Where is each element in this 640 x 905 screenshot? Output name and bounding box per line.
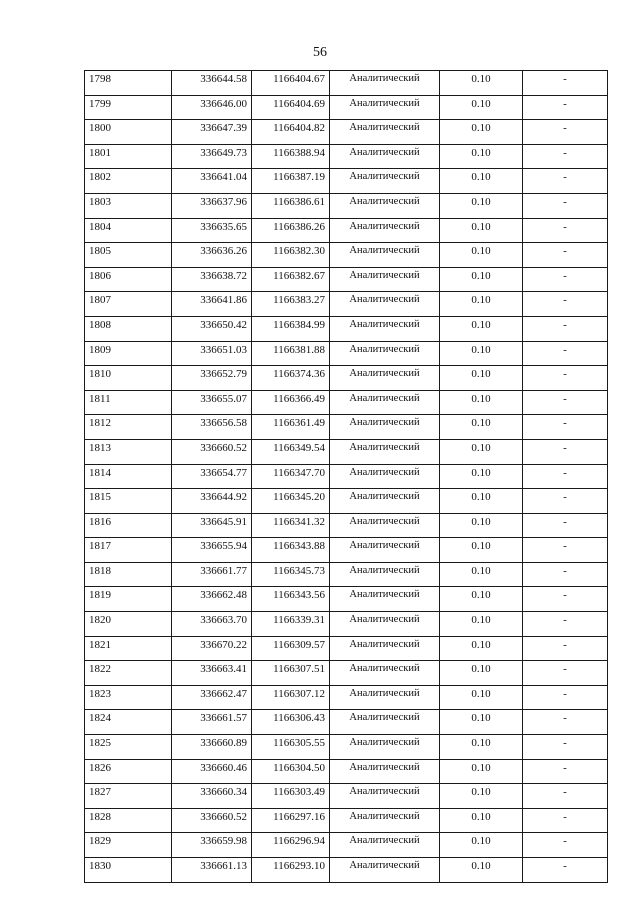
method-cell: Аналитический [330,316,440,341]
table-row [85,95,608,120]
accuracy-cell: 0.10 [440,612,523,637]
table-row [85,759,608,784]
method-cell: Аналитический [330,489,440,514]
accuracy-cell: 0.10 [440,95,523,120]
method-cell: Аналитический [330,439,440,464]
method-cell: Аналитический [330,95,440,120]
note-cell: - [523,415,608,440]
x-coordinate-cell: 336660.52 [172,808,252,833]
accuracy-cell: 0.10 [440,316,523,341]
accuracy-cell: 0.10 [440,218,523,243]
point-number-cell: 1811 [85,390,172,415]
method-cell: Аналитический [330,71,440,96]
y-coordinate-cell: 1166341.32 [252,513,330,538]
accuracy-cell: 0.10 [440,341,523,366]
accuracy-cell: 0.10 [440,858,523,883]
point-number-cell: 1808 [85,316,172,341]
table-row [85,218,608,243]
x-coordinate-cell: 336661.57 [172,710,252,735]
table-row [85,243,608,268]
accuracy-cell: 0.10 [440,439,523,464]
note-cell: - [523,366,608,391]
accuracy-cell: 0.10 [440,562,523,587]
note-cell: - [523,341,608,366]
note-cell: - [523,267,608,292]
x-coordinate-cell: 336659.98 [172,833,252,858]
y-coordinate-cell: 1166384.99 [252,316,330,341]
point-number-cell: 1813 [85,439,172,464]
table-row [85,784,608,809]
point-number-cell: 1817 [85,538,172,563]
table-row [85,415,608,440]
method-cell: Аналитический [330,218,440,243]
note-cell: - [523,858,608,883]
accuracy-cell: 0.10 [440,71,523,96]
table-row [85,366,608,391]
point-number-cell: 1807 [85,292,172,317]
point-number-cell: 1819 [85,587,172,612]
accuracy-cell: 0.10 [440,267,523,292]
table-row [85,513,608,538]
x-coordinate-cell: 336654.77 [172,464,252,489]
point-number-cell: 1806 [85,267,172,292]
point-number-cell: 1799 [85,95,172,120]
note-cell: - [523,636,608,661]
x-coordinate-cell: 336638.72 [172,267,252,292]
accuracy-cell: 0.10 [440,661,523,686]
accuracy-cell: 0.10 [440,636,523,661]
table-row [85,612,608,637]
point-number-cell: 1803 [85,193,172,218]
note-cell: - [523,833,608,858]
y-coordinate-cell: 1166404.67 [252,71,330,96]
table-row [85,710,608,735]
point-number-cell: 1829 [85,833,172,858]
x-coordinate-cell: 336663.70 [172,612,252,637]
point-number-cell: 1810 [85,366,172,391]
method-cell: Аналитический [330,267,440,292]
x-coordinate-cell: 336662.47 [172,685,252,710]
x-coordinate-cell: 336660.89 [172,735,252,760]
table-row [85,562,608,587]
accuracy-cell: 0.10 [440,710,523,735]
note-cell: - [523,489,608,514]
x-coordinate-cell: 336660.46 [172,759,252,784]
accuracy-cell: 0.10 [440,169,523,194]
note-cell: - [523,243,608,268]
x-coordinate-cell: 336656.58 [172,415,252,440]
accuracy-cell: 0.10 [440,808,523,833]
method-cell: Аналитический [330,562,440,587]
x-coordinate-cell: 336662.48 [172,587,252,612]
table-row [85,538,608,563]
note-cell: - [523,144,608,169]
point-number-cell: 1809 [85,341,172,366]
y-coordinate-cell: 1166386.61 [252,193,330,218]
method-cell: Аналитический [330,858,440,883]
method-cell: Аналитический [330,587,440,612]
y-coordinate-cell: 1166343.88 [252,538,330,563]
table-row [85,144,608,169]
note-cell: - [523,735,608,760]
x-coordinate-cell: 336660.34 [172,784,252,809]
point-number-cell: 1825 [85,735,172,760]
table-row [85,316,608,341]
table-row [85,71,608,96]
y-coordinate-cell: 1166343.56 [252,587,330,612]
method-cell: Аналитический [330,685,440,710]
table-row [85,464,608,489]
accuracy-cell: 0.10 [440,120,523,145]
x-coordinate-cell: 336652.79 [172,366,252,391]
point-number-cell: 1801 [85,144,172,169]
point-number-cell: 1812 [85,415,172,440]
method-cell: Аналитический [330,710,440,735]
note-cell: - [523,685,608,710]
note-cell: - [523,759,608,784]
point-number-cell: 1800 [85,120,172,145]
note-cell: - [523,316,608,341]
accuracy-cell: 0.10 [440,784,523,809]
x-coordinate-cell: 336647.39 [172,120,252,145]
point-number-cell: 1820 [85,612,172,637]
note-cell: - [523,710,608,735]
x-coordinate-cell: 336644.92 [172,489,252,514]
x-coordinate-cell: 336645.91 [172,513,252,538]
point-number-cell: 1827 [85,784,172,809]
method-cell: Аналитический [330,735,440,760]
method-cell: Аналитический [330,759,440,784]
method-cell: Аналитический [330,144,440,169]
point-number-cell: 1826 [85,759,172,784]
method-cell: Аналитический [330,833,440,858]
note-cell: - [523,513,608,538]
table-row [85,833,608,858]
coordinates-table [84,70,608,883]
method-cell: Аналитический [330,612,440,637]
accuracy-cell: 0.10 [440,489,523,514]
point-number-cell: 1822 [85,661,172,686]
y-coordinate-cell: 1166345.73 [252,562,330,587]
method-cell: Аналитический [330,636,440,661]
x-coordinate-cell: 336670.22 [172,636,252,661]
x-coordinate-cell: 336636.26 [172,243,252,268]
y-coordinate-cell: 1166381.88 [252,341,330,366]
accuracy-cell: 0.10 [440,538,523,563]
y-coordinate-cell: 1166386.26 [252,218,330,243]
method-cell: Аналитический [330,366,440,391]
method-cell: Аналитический [330,292,440,317]
note-cell: - [523,562,608,587]
y-coordinate-cell: 1166339.31 [252,612,330,637]
accuracy-cell: 0.10 [440,464,523,489]
point-number-cell: 1824 [85,710,172,735]
y-coordinate-cell: 1166306.43 [252,710,330,735]
note-cell: - [523,439,608,464]
point-number-cell: 1802 [85,169,172,194]
y-coordinate-cell: 1166307.12 [252,685,330,710]
method-cell: Аналитический [330,193,440,218]
point-number-cell: 1818 [85,562,172,587]
y-coordinate-cell: 1166349.54 [252,439,330,464]
table-row [85,439,608,464]
x-coordinate-cell: 336649.73 [172,144,252,169]
method-cell: Аналитический [330,808,440,833]
note-cell: - [523,169,608,194]
y-coordinate-cell: 1166345.20 [252,489,330,514]
accuracy-cell: 0.10 [440,390,523,415]
table-row [85,341,608,366]
y-coordinate-cell: 1166387.19 [252,169,330,194]
x-coordinate-cell: 336637.96 [172,193,252,218]
accuracy-cell: 0.10 [440,193,523,218]
accuracy-cell: 0.10 [440,759,523,784]
x-coordinate-cell: 336635.65 [172,218,252,243]
table-row [85,808,608,833]
point-number-cell: 1805 [85,243,172,268]
y-coordinate-cell: 1166296.94 [252,833,330,858]
y-coordinate-cell: 1166297.16 [252,808,330,833]
note-cell: - [523,390,608,415]
x-coordinate-cell: 336661.13 [172,858,252,883]
x-coordinate-cell: 336655.94 [172,538,252,563]
y-coordinate-cell: 1166304.50 [252,759,330,784]
x-coordinate-cell: 336641.04 [172,169,252,194]
note-cell: - [523,808,608,833]
point-number-cell: 1830 [85,858,172,883]
method-cell: Аналитический [330,243,440,268]
y-coordinate-cell: 1166293.10 [252,858,330,883]
note-cell: - [523,464,608,489]
accuracy-cell: 0.10 [440,415,523,440]
method-cell: Аналитический [330,120,440,145]
point-number-cell: 1814 [85,464,172,489]
x-coordinate-cell: 336651.03 [172,341,252,366]
note-cell: - [523,784,608,809]
y-coordinate-cell: 1166388.94 [252,144,330,169]
method-cell: Аналитический [330,784,440,809]
accuracy-cell: 0.10 [440,735,523,760]
table-row [85,169,608,194]
table-row [85,489,608,514]
table-row [85,587,608,612]
note-cell: - [523,218,608,243]
note-cell: - [523,538,608,563]
method-cell: Аналитический [330,169,440,194]
method-cell: Аналитический [330,538,440,563]
y-coordinate-cell: 1166307.51 [252,661,330,686]
note-cell: - [523,292,608,317]
table-row [85,267,608,292]
y-coordinate-cell: 1166383.27 [252,292,330,317]
y-coordinate-cell: 1166309.57 [252,636,330,661]
x-coordinate-cell: 336646.00 [172,95,252,120]
y-coordinate-cell: 1166347.70 [252,464,330,489]
accuracy-cell: 0.10 [440,243,523,268]
x-coordinate-cell: 336660.52 [172,439,252,464]
x-coordinate-cell: 336655.07 [172,390,252,415]
note-cell: - [523,95,608,120]
accuracy-cell: 0.10 [440,144,523,169]
accuracy-cell: 0.10 [440,366,523,391]
note-cell: - [523,661,608,686]
point-number-cell: 1823 [85,685,172,710]
method-cell: Аналитический [330,464,440,489]
y-coordinate-cell: 1166305.55 [252,735,330,760]
y-coordinate-cell: 1166366.49 [252,390,330,415]
x-coordinate-cell: 336641.86 [172,292,252,317]
y-coordinate-cell: 1166382.30 [252,243,330,268]
table-row [85,685,608,710]
method-cell: Аналитический [330,390,440,415]
point-number-cell: 1828 [85,808,172,833]
accuracy-cell: 0.10 [440,292,523,317]
method-cell: Аналитический [330,415,440,440]
point-number-cell: 1815 [85,489,172,514]
table-row [85,661,608,686]
page-number: 56 [313,45,327,60]
accuracy-cell: 0.10 [440,685,523,710]
table-row [85,292,608,317]
table-row [85,735,608,760]
y-coordinate-cell: 1166382.67 [252,267,330,292]
note-cell: - [523,612,608,637]
table-row [85,858,608,883]
note-cell: - [523,587,608,612]
point-number-cell: 1804 [85,218,172,243]
y-coordinate-cell: 1166404.82 [252,120,330,145]
note-cell: - [523,120,608,145]
table-row [85,120,608,145]
x-coordinate-cell: 336663.41 [172,661,252,686]
point-number-cell: 1798 [85,71,172,96]
accuracy-cell: 0.10 [440,833,523,858]
note-cell: - [523,193,608,218]
note-cell: - [523,71,608,96]
point-number-cell: 1816 [85,513,172,538]
accuracy-cell: 0.10 [440,587,523,612]
accuracy-cell: 0.10 [440,513,523,538]
table-row [85,193,608,218]
y-coordinate-cell: 1166404.69 [252,95,330,120]
point-number-cell: 1821 [85,636,172,661]
y-coordinate-cell: 1166303.49 [252,784,330,809]
method-cell: Аналитический [330,513,440,538]
coordinates-table-body [85,71,608,883]
y-coordinate-cell: 1166374.36 [252,366,330,391]
y-coordinate-cell: 1166361.49 [252,415,330,440]
x-coordinate-cell: 336644.58 [172,71,252,96]
table-row [85,390,608,415]
method-cell: Аналитический [330,661,440,686]
x-coordinate-cell: 336661.77 [172,562,252,587]
method-cell: Аналитический [330,341,440,366]
x-coordinate-cell: 336650.42 [172,316,252,341]
table-row [85,636,608,661]
